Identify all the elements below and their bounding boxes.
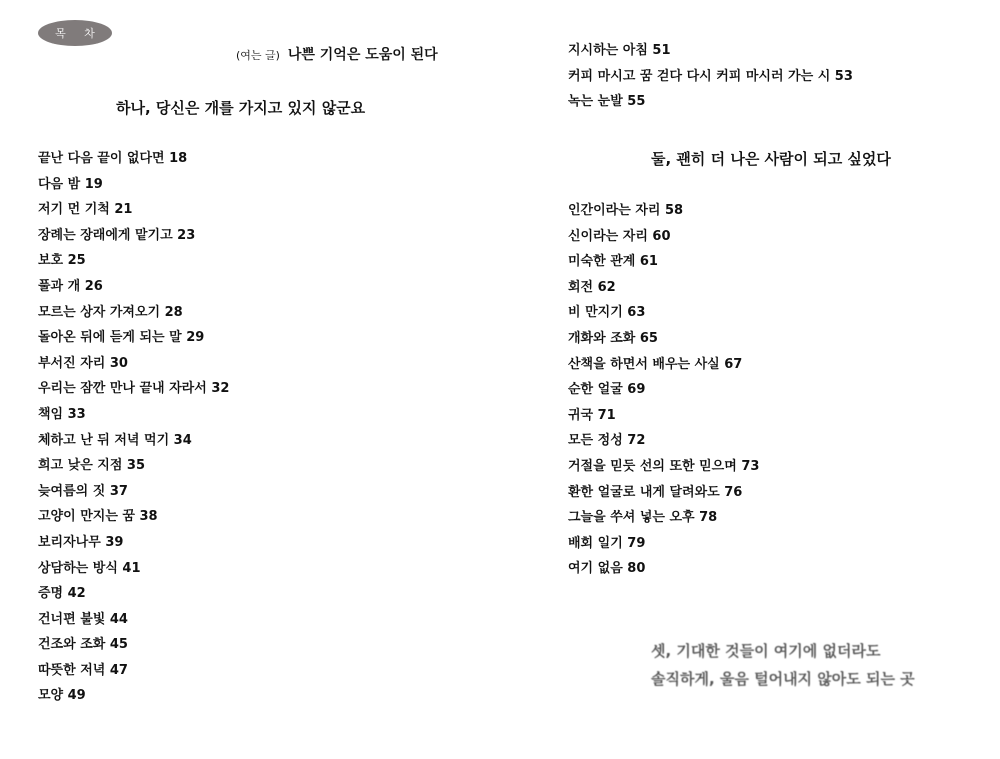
toc-entry: 보리자나무 39	[38, 534, 124, 550]
toc-entry: 산책을 하면서 배우는 사실 67	[568, 356, 743, 372]
toc-badge	[38, 20, 112, 46]
toc-entry: 다음 밤 19	[38, 176, 103, 192]
toc-entry: 우리는 잠깐 만나 끝내 자라서 32	[38, 381, 230, 397]
toc-entry: 귀국 71	[568, 407, 616, 423]
toc-entry: 증명 42	[38, 586, 86, 602]
toc-entry: 돌아온 뒤에 듣게 되는 말 29	[38, 330, 205, 346]
toc-entry: 건조와 조화 45	[38, 637, 128, 653]
toc-entry: 거절을 믿듯 선의 또한 믿으며 73	[568, 458, 760, 474]
toc-entry: 건너편 불빛 44	[38, 611, 128, 627]
toc-entry: 모양 49	[38, 688, 86, 704]
toc-entry: 풀과 개 26	[38, 278, 103, 294]
preface-heading	[236, 44, 438, 64]
toc-entry: 늦여름의 짓 37	[38, 483, 128, 499]
part3-title: 셋, 기대한 것들이 여기에 없더라도	[651, 642, 881, 660]
toc-entry: 환한 얼굴로 내게 달려와도 76	[568, 484, 743, 500]
toc-entry: 고양이 만지는 꿈 38	[38, 509, 158, 525]
toc-entry: 녹는 눈발 55	[568, 94, 646, 110]
toc-entry: 저기 먼 기척 21	[38, 202, 133, 218]
toc-entry: 체하고 난 뒤 저녁 먹기 34	[38, 432, 192, 448]
toc-entry: 미숙한 관계 61	[568, 254, 658, 270]
toc-entry: 여기 없음 80	[568, 561, 646, 577]
part2-list	[568, 198, 759, 582]
toc-entry: 모든 정성 72	[568, 433, 646, 449]
toc-entry: 희고 낮은 지점 35	[38, 458, 146, 474]
part3-subtitle: 솔직하게, 울음 털어내지 않아도 되는 곳	[651, 670, 915, 688]
toc-entry: 순한 얼굴 69	[568, 382, 646, 398]
part1-continued-list	[568, 38, 853, 115]
toc-entry: 부서진 자리 30	[38, 355, 128, 371]
preface-title: 나쁜 기억은 도움이 된다	[287, 47, 438, 63]
toc-entry: 배회 일기 79	[568, 535, 646, 551]
toc-entry: 따뜻한 저녁 47	[38, 662, 128, 678]
toc-entry: 커피 마시고 꿈 걷다 다시 커피 마시러 가는 시 53	[568, 68, 853, 84]
part1-list	[38, 146, 229, 709]
toc-entry: 책임 33	[38, 406, 86, 422]
toc-badge-right: 차	[84, 27, 95, 40]
toc-entry: 끝난 다음 끝이 없다면 18	[38, 151, 188, 166]
part2-title: 둘, 괜히 더 나은 사람이 되고 싶었다	[651, 150, 891, 168]
toc-entry: 장례는 장래에게 맡기고 23	[38, 227, 196, 243]
toc-badge-left: 목	[55, 27, 66, 40]
toc-entry: 인간이라는 자리 58	[568, 203, 684, 218]
toc-entry: 지시하는 아침 51	[568, 43, 671, 58]
toc-entry: 비 만지기 63	[568, 305, 646, 321]
part1-title: 하나, 당신은 개를 가지고 있지 않군요	[116, 99, 366, 117]
toc-entry: 모르는 상자 가져오기 28	[38, 304, 183, 320]
toc-entry: 개화와 조화 65	[568, 330, 658, 346]
toc-entry: 상담하는 방식 41	[38, 560, 141, 576]
toc-entry: 보호 25	[38, 253, 86, 269]
toc-entry: 그늘을 쑤셔 넣는 오후 78	[568, 510, 718, 526]
toc-entry: 신이라는 자리 60	[568, 228, 671, 244]
preface-prefix: (여는 글)	[236, 49, 280, 62]
toc-entry: 회전 62	[568, 279, 616, 295]
